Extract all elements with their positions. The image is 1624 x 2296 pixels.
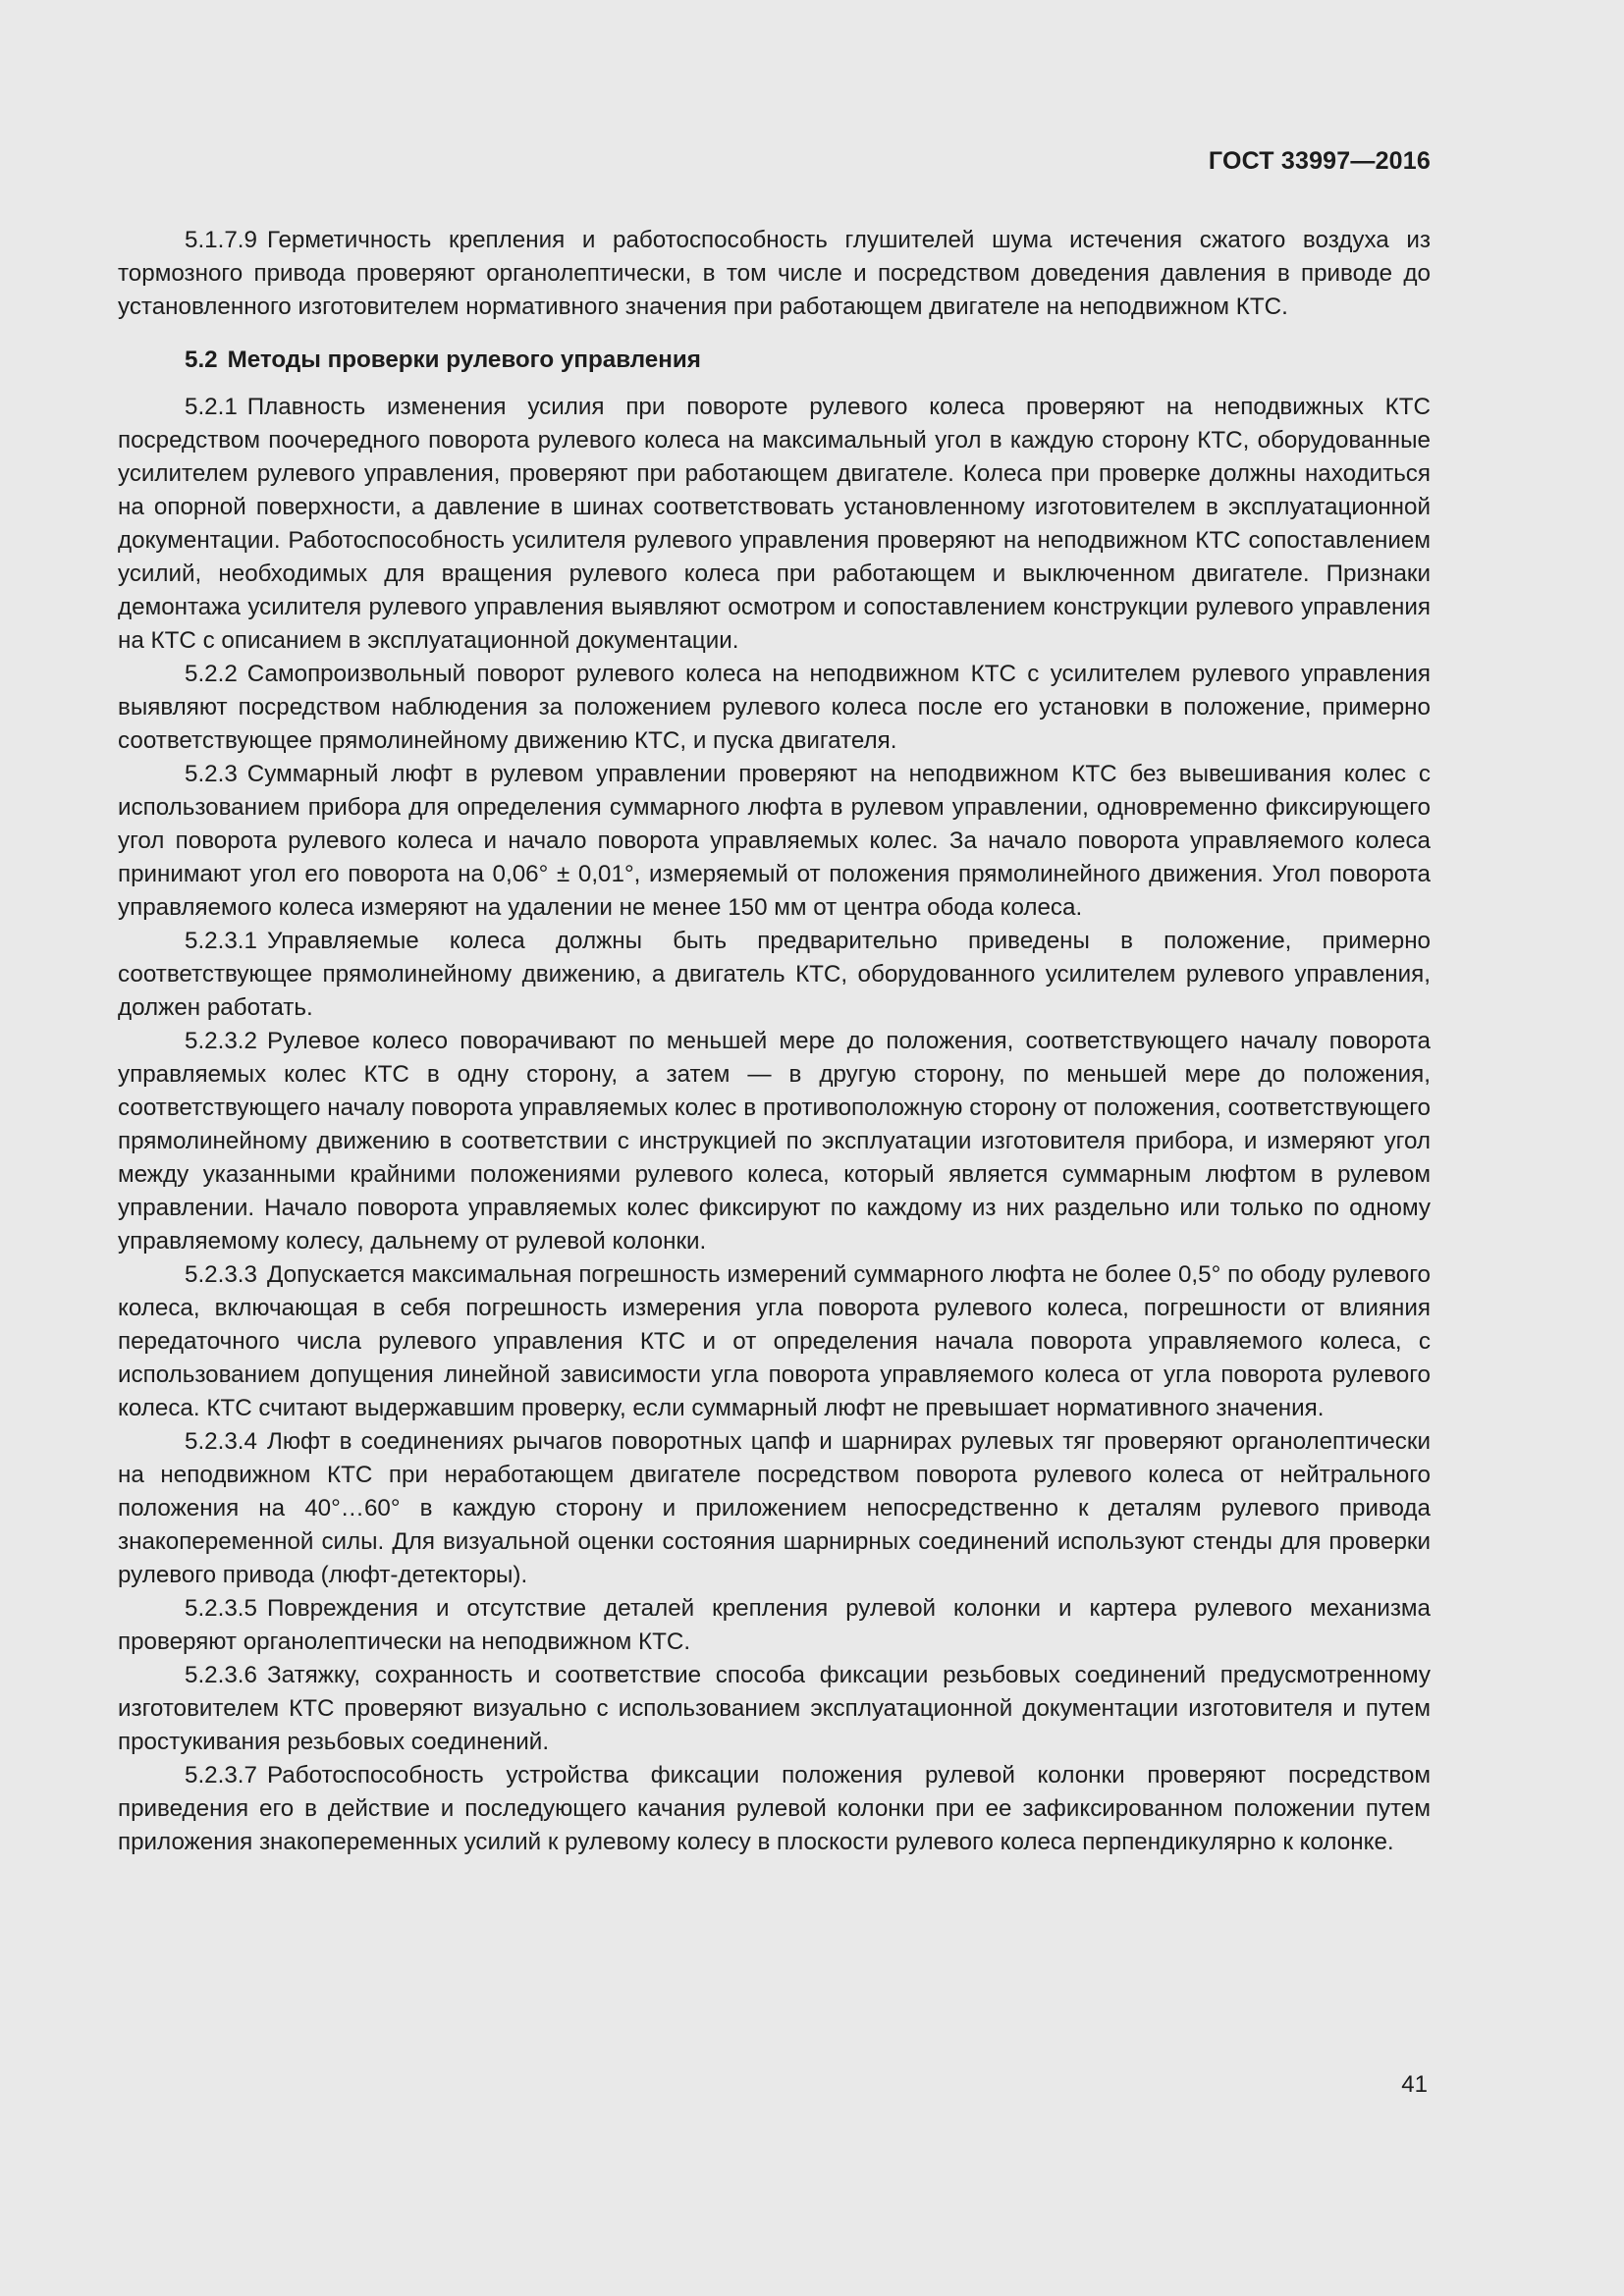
paragraph-5-2-3-6 xyxy=(118,1659,1431,1759)
paragraph-5-2-3-5 xyxy=(118,1592,1431,1659)
paragraph-text: Люфт в соединениях рычагов поворотных цапф и шарнирах рулевых тяг проверяют органолептически на неподвижном КТС при неработающем двигателе посредством поворота рулевого колеса от нейтрального положения на 40°…60° в каждую сторону и приложением непосредственно к деталям рулевого привода знакопеременной силы. Для визуальной оценки состояния шарнирных соединений используют стенды для проверки рулевого привода (люфт-детекторы). xyxy=(118,1428,1431,1588)
paragraph-5-2-3-1 xyxy=(118,925,1431,1025)
paragraph-text: Суммарный люфт в рулевом управлении проверяют на неподвижном КТС без вывешивания колес с использованием прибора для определения суммарного люфта в рулевом управлении, одновременно фиксирующего угол поворота рулевого колеса и начало поворота управляемых колес. За начало поворота управляемого колеса принимают угол его поворота на 0,06° ± 0,01°, измеряемый от положения прямолинейного движения. Угол поворота управляемого колеса измеряют на удалении не менее 150 мм от центра обода колеса. xyxy=(118,761,1431,921)
page-number: 41 xyxy=(1401,2071,1428,2098)
paragraph-5-1-7-9 xyxy=(118,224,1431,324)
paragraph-number: 5.2.3.1 xyxy=(185,928,257,954)
section-number: 5.2 xyxy=(185,347,218,373)
paragraph-5-2-3-3 xyxy=(118,1258,1431,1425)
paragraph-text: Повреждения и отсутствие деталей крепления рулевой колонки и картера рулевого механизма проверяют органолептически на неподвижном КТС. xyxy=(118,1595,1431,1655)
paragraph-5-2-3-2 xyxy=(118,1025,1431,1258)
section-title: Методы проверки рулевого управления xyxy=(227,347,701,373)
paragraph-number: 5.2.3.5 xyxy=(185,1595,257,1622)
paragraph-number: 5.2.3.4 xyxy=(185,1428,257,1455)
paragraph-text: Управляемые колеса должны быть предварительно приведены в положение, примерно соответствующее прямолинейному движению, а двигатель КТС, оборудованного усилителем рулевого управления, должен работать. xyxy=(118,928,1431,1021)
paragraph-number: 5.2.3.6 xyxy=(185,1662,257,1688)
paragraph-text: Герметичность крепления и работоспособность глушителей шума истечения сжатого воздуха из тормозного привода проверяют органолептически, в том числе и посредством доведения давления в приводе до установленного изготовителем нормативного значения при работающем двигателе на неподвижном КТС. xyxy=(118,227,1431,320)
paragraph-text: Затяжку, сохранность и соответствие способа фиксации резьбовых соединений предусмотренному изготовителем КТС проверяют визуально с использованием эксплуатационной документации изготовителя и путем простукивания резьбовых соединений. xyxy=(118,1662,1431,1755)
paragraph-text: Работоспособность устройства фиксации положения рулевой колонки проверяют посредством приведения его в действие и последующего качания рулевой колонки при ее зафиксированном положении путем приложения знакопеременных усилий к рулевому колесу в плоскости рулевого колеса перпендикулярно к колонке. xyxy=(118,1762,1431,1855)
paragraph-number: 5.2.3.3 xyxy=(185,1261,257,1288)
paragraph-5-2-3-4 xyxy=(118,1425,1431,1592)
document-body xyxy=(118,224,1431,1859)
paragraph-text: Допускается максимальная погрешность измерений суммарного люфта не более 0,5° по ободу рулевого колеса, включающая в себя погрешность измерения угла поворота рулевого колеса, погрешности от влияния передаточного числа рулевого управления КТС и от определения начала поворота управляемого колеса, с использованием допущения линейной зависимости угла поворота управляемого колеса от угла поворота рулевого колеса. КТС считают выдержавшим проверку, если суммарный люфт не превышает нормативного значения. xyxy=(118,1261,1431,1421)
standard-code-header: ГОСТ 33997—2016 xyxy=(1208,147,1431,175)
paragraph-5-2-1 xyxy=(118,391,1431,658)
paragraph-number: 5.2.2 xyxy=(185,661,238,687)
paragraph-text: Рулевое колесо поворачивают по меньшей мере до положения, соответствующего началу поворота управляемых колес КТС в одну сторону, а затем — в другую сторону, по меньшей мере до положения, соответствующего началу поворота управляемых колес в противоположную сторону от положения, соответствующего прямолинейному движению в соответствии с инструкцией по эксплуатации изготовителя прибора, и измеряют угол между указанными крайними положениями рулевого колеса, который является суммарным люфтом в рулевом управлении. Начало поворота управляемых колес фиксируют по каждому из них раздельно или только по одному управляемому колесу, дальнему от рулевой колонки. xyxy=(118,1028,1431,1255)
paragraph-number: 5.2.3.2 xyxy=(185,1028,257,1054)
paragraph-5-2-3 xyxy=(118,758,1431,925)
paragraph-5-2-3-7 xyxy=(118,1759,1431,1859)
section-heading xyxy=(118,344,1431,377)
paragraph-5-2-2 xyxy=(118,658,1431,758)
paragraph-number: 5.2.3 xyxy=(185,761,238,787)
paragraph-number: 5.2.1 xyxy=(185,394,238,420)
paragraph-number: 5.2.3.7 xyxy=(185,1762,257,1789)
paragraph-text: Плавность изменения усилия при повороте рулевого колеса проверяют на неподвижных КТС посредством поочередного поворота рулевого колеса на максимальный угол в каждую сторону КТС, оборудованные усилителем рулевого управления, проверяют при работающем двигателе. Колеса при проверке должны находиться на опорной поверхности, а давление в шинах соответствовать установленному изготовителем в эксплуатационной документации. Работоспособность усилителя рулевого управления проверяют на неподвижном КТС сопоставлением усилий, необходимых для вращения рулевого колеса при работающем и выключенном двигателе. Признаки демонтажа усилителя рулевого управления выявляют осмотром и сопоставлением конструкции рулевого управления на КТС с описанием в эксплуатационной документации. xyxy=(118,394,1431,654)
paragraph-number: 5.1.7.9 xyxy=(185,227,257,253)
paragraph-text: Самопроизвольный поворот рулевого колеса на неподвижном КТС с усилителем рулевого управления выявляют посредством наблюдения за положением рулевого колеса после его установки в положение, примерно соответствующее прямолинейному движению КТС, и пуска двигателя. xyxy=(118,661,1431,754)
